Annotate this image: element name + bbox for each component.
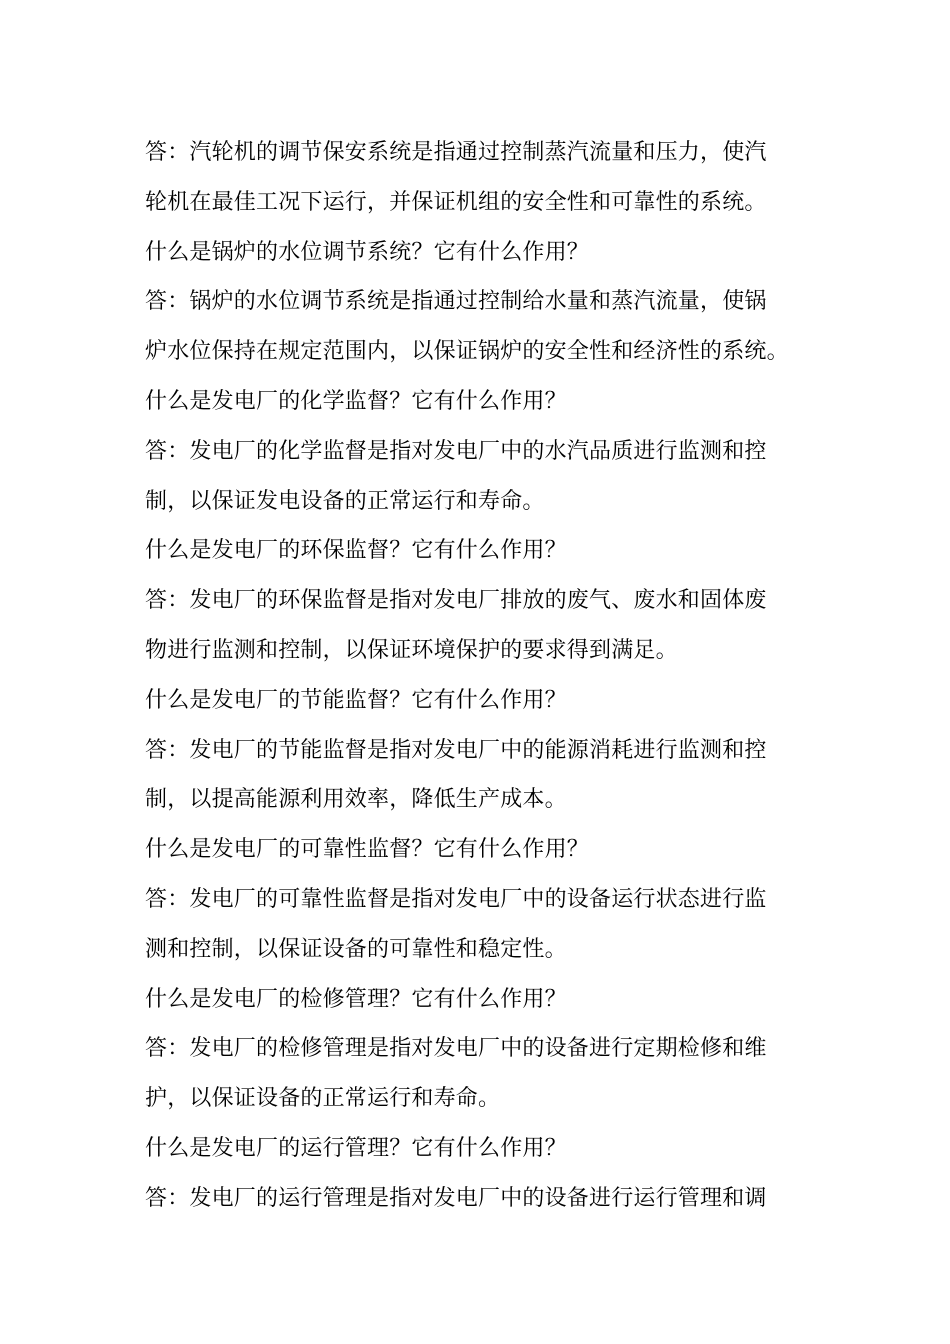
question-line: 什么是发电厂的节能监督？它有什么作用？: [145, 687, 567, 713]
question-line: 什么是发电厂的可靠性监督？它有什么作用？: [145, 837, 590, 863]
text-line: 制，以提高能源利用效率，降低生产成本。: [145, 787, 567, 813]
question-line: 什么是发电厂的环保监督？它有什么作用？: [145, 538, 567, 564]
question-line: 什么是锅炉的水位调节系统？它有什么作用？: [145, 239, 590, 265]
text-line: 答：发电厂的可靠性监督是指对发电厂中的设备运行状态进行监: [145, 886, 767, 912]
text-line: 答：发电厂的化学监督是指对发电厂中的水汽品质进行监测和控: [145, 438, 767, 464]
text-line: 答：锅炉的水位调节系统是指通过控制给水量和蒸汽流量，使锅: [145, 289, 767, 315]
text-line: 答：发电厂的运行管理是指对发电厂中的设备进行运行管理和调: [145, 1185, 767, 1211]
document-body: [145, 128, 810, 1224]
text-line: 答：汽轮机的调节保安系统是指通过控制蒸汽流量和压力，使汽: [145, 140, 767, 165]
text-line: 答：发电厂的检修管理是指对发电厂中的设备进行定期检修和维: [145, 1036, 767, 1062]
text-line: 答：发电厂的节能监督是指对发电厂中的能源消耗进行监测和控: [145, 737, 767, 763]
text-line: 物进行监测和控制，以保证环境保护的要求得到满足。: [145, 637, 678, 663]
text-line: 轮机在最佳工况下运行，并保证机组的安全性和可靠性的系统。: [145, 189, 767, 215]
text-line: 护，以保证设备的正常运行和寿命。: [145, 1086, 501, 1112]
text-line: 答：发电厂的环保监督是指对发电厂排放的废气、废水和固体废: [145, 588, 767, 614]
question-line: 什么是发电厂的化学监督？它有什么作用？: [145, 388, 567, 414]
text-line: 制，以保证发电设备的正常运行和寿命。: [145, 488, 545, 514]
question-line: 什么是发电厂的运行管理？它有什么作用？: [145, 1135, 567, 1161]
question-line: 什么是发电厂的检修管理？它有什么作用？: [145, 986, 567, 1012]
text-line: 炉水位保持在规定范围内，以保证锅炉的安全性和经济性的系统。: [145, 339, 789, 365]
text-line: 测和控制，以保证设备的可靠性和稳定性。: [145, 936, 567, 962]
